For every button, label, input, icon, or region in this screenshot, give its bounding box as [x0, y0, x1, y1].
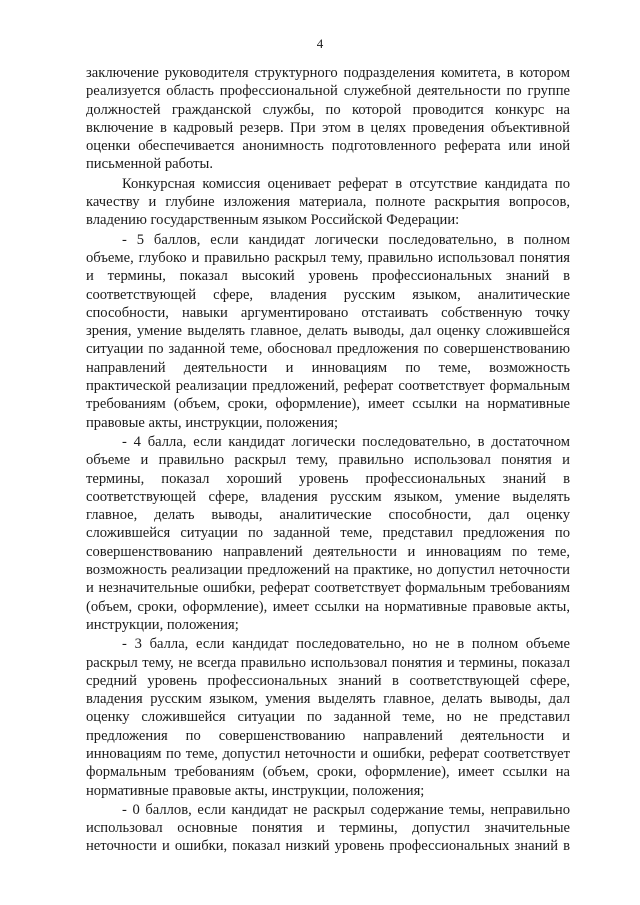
- paragraph-score-3: - 3 балла, если кандидат последовательно, но не в полном объеме раскрыл тему, не всегда правильно использовал понятия и термины, показал средний уровень профессиональных знаний в соответствующей сфере, владения русским языком, умения выделять главное, делать выводы, дал оценку сложившейся ситуации по заданной теме, но не представил предложения по совершенствованию направлений деятельности и инновациям по теме, допустил неточности и ошибки, реферат соответствует формальным требованиям (объем, сроки, оформление), имеет ссылки на нормативные правовые акты, инструкции, положения;: [86, 636, 570, 799]
- paragraph-score-4: - 4 балла, если кандидат логически последовательно, в достаточном объеме и правильно раскрыл тему, правильно использовал понятия и термины, показал хороший уровень профессиональных знаний в соответствующей сфере, владения русским языком, умение выделять главное, делать выводы, аналитические способности, дал оценку сложившейся ситуации по заданной теме, представил предложения по совершенствованию направлений деятельности и инновациям по теме, возможность реализации предложений на практике, но допустил неточности и незначительные ошибки, реферат соответствует формальным требованиям (объем, сроки, оформление), имеет ссылки на нормативные правовые акты, инструкции, положения;: [86, 433, 570, 633]
- paragraph-score-0: - 0 баллов, если кандидат не раскрыл содержание темы, неправильно использовал основные понятия и термины, допустил значительные неточности и ошибки, показал низкий уровень профессиональных знаний в: [86, 801, 570, 855]
- paragraph-expert-conclusion: заключение руководителя структурного подразделения комитета, в котором реализуется область профессиональной служебной деятельности по группе должностей гражданской службы, по которой проводится конкурс на включение в кадровый резерв. При этом в целях проведения объективной оценки обеспечивается анонимность подготовленного реферата или иной письменной работы.: [86, 65, 570, 173]
- paragraph-commission-evaluation: Конкурсная комиссия оценивает реферат в отсутствие кандидата по качеству и глубине изложения материала, полноте раскрытия вопросов, владению государственным языком Российской Федерации:: [86, 175, 570, 229]
- document-body: [86, 64, 570, 856]
- paragraph-score-5: - 5 баллов, если кандидат логически последовательно, в полном объеме, глубоко и правильно раскрыл тему, правильно использовал понятия и термины, показал высокий уровень профессиональных знаний в соответствующей сфере, владения русским языком, аналитические способности, навыки аргументировано отстаивать собственную точку зрения, умение выделять главное, делать выводы, дал оценку сложившейся ситуации по заданной теме, обосновал предложения по совершенствованию направлений деятельности и инновациям по теме, возможность практической реализации предложений, реферат соответствует формальным требованиям (объем, сроки, оформление), имеет ссылки на нормативные правовые акты, инструкции, положения;: [86, 231, 570, 431]
- page-number: 4: [316, 36, 324, 51]
